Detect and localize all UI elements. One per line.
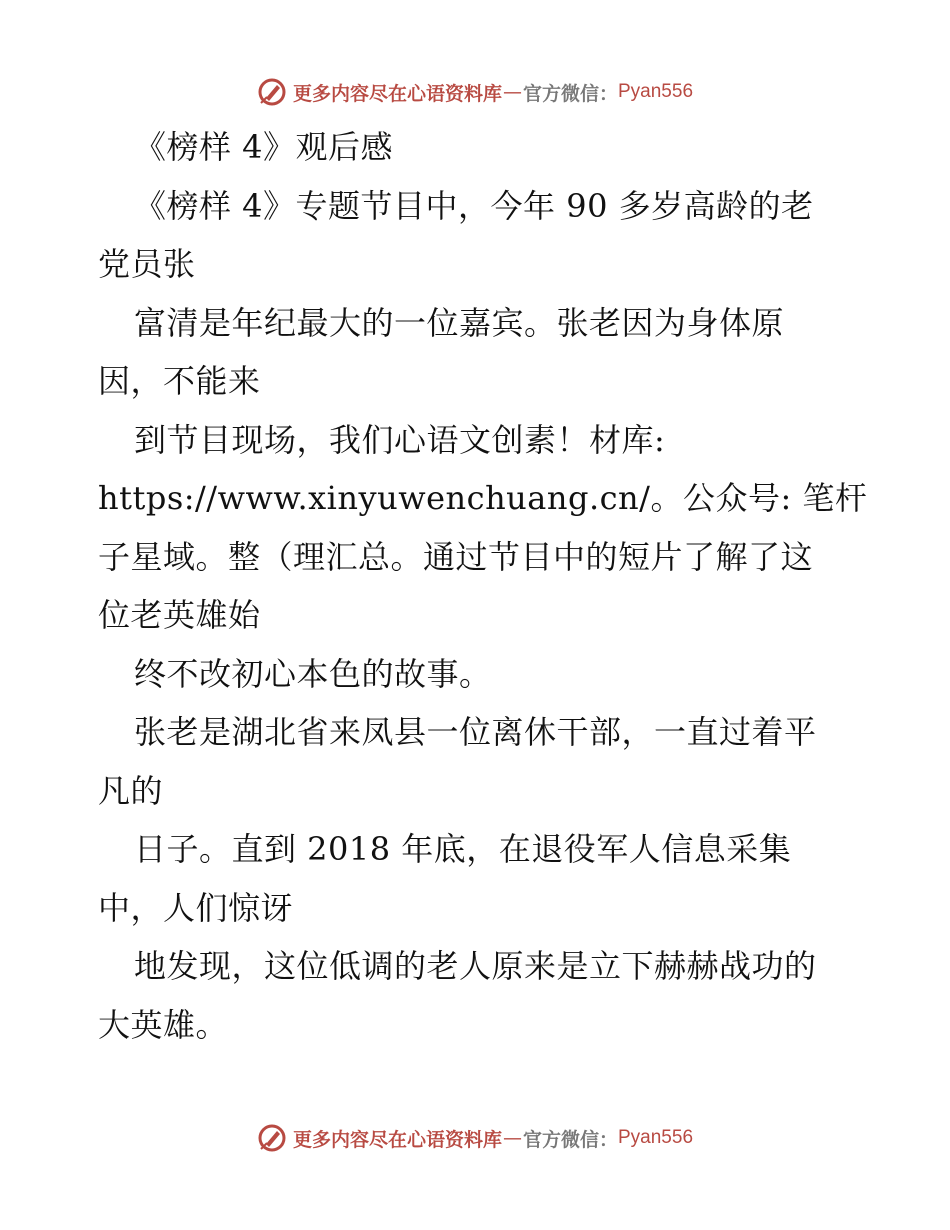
banner-dash: —: [502, 1127, 522, 1149]
banner-wechat-label: 官方微信：: [522, 82, 618, 105]
header-watermark-banner: [0, 72, 950, 112]
paragraph-line: 凡的: [98, 771, 164, 810]
banner-site-text: 更多内容尽在心语资料库: [292, 1128, 502, 1151]
paragraph-line: 地发现，这位低调的老人原来是立下赫赫战功的: [134, 947, 817, 985]
paragraph-line: 因，不能来: [98, 362, 261, 400]
banner-dash: —: [502, 81, 522, 103]
paragraph-line: 党员张: [98, 245, 196, 283]
paragraph-line: 中，人们惊讶: [98, 888, 294, 927]
paragraph-line: 日子。直到 2018 年底，在退役军人信息采集: [134, 830, 792, 868]
banner-wechat-id: Pyan556: [618, 1127, 694, 1148]
paragraph-line: 《榜样 4》专题节目中，今年 90 多岁高龄的老: [134, 186, 814, 225]
paragraph-line: https://www.xinyuwenchuang.cn/。公众号: 笔杆: [98, 479, 868, 517]
paragraph-line: 大英雄。: [98, 1005, 229, 1044]
paragraph-line: 到节目现场，我们心语文创素！材库:: [134, 420, 666, 459]
banner-wechat-id: Pyan556: [618, 81, 694, 102]
paragraph-line: 张老是湖北省来凤县一位离休干部，一直过着平: [134, 713, 817, 751]
document-body: [98, 118, 868, 1054]
paragraph-line: 位老英雄始: [98, 596, 261, 634]
footer-watermark-banner: [0, 1118, 950, 1158]
document-title: 《榜样 4》观后感: [134, 128, 394, 166]
paragraph-line: 终不改初心本色的故事。: [134, 654, 492, 693]
banner-wechat-label: 官方微信：: [522, 1128, 618, 1151]
banner-site-text: 更多内容尽在心语资料库: [292, 82, 502, 105]
paragraph-line: 富清是年纪最大的一位嘉宾。张老因为身体原: [134, 303, 785, 342]
paragraph-line: 子星域。整（理汇总。通过节目中的短片了解了这: [98, 537, 814, 576]
pen-logo-icon: [257, 77, 287, 107]
pen-logo-icon: [257, 1123, 287, 1153]
